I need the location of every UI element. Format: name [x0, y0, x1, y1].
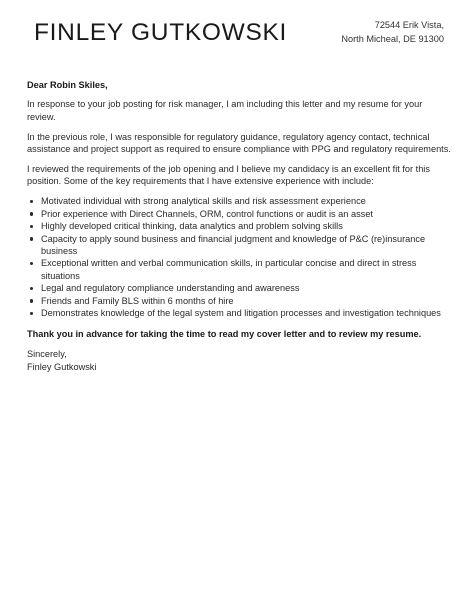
- list-item-text: Prior experience with Direct Channels, ORM, control functions or audit is an asset: [41, 208, 373, 219]
- bullet-icon: [30, 287, 33, 290]
- signoff: Sincerely,: [27, 349, 67, 360]
- list-item: [27, 257, 451, 282]
- closing-statement: Thank you in advance for taking the time to read my cover letter and to review my resume.: [27, 329, 422, 340]
- address-line-2: North Micheal, DE 91300: [341, 34, 444, 44]
- requirements-paragraph: I reviewed the requirements of the job opening and I believe my candidacy is an excellent fit for this position. Some of the key requirements that I have extensive experience with include:: [27, 164, 430, 187]
- list-item: [27, 195, 451, 207]
- list-item: [27, 307, 451, 319]
- list-item: [27, 220, 451, 232]
- list-item-text: Legal and regulatory compliance understanding and awareness: [41, 283, 300, 294]
- bullet-icon: [30, 225, 33, 228]
- bullet-icon: [30, 262, 33, 265]
- list-item-text: Exceptional written and verbal communication skills, in particular concise and direct in stress situations: [41, 258, 417, 281]
- list-item-text: Friends and Family BLS within 6 months of hire: [41, 295, 234, 306]
- applicant-name: FINLEY GUTKOWSKI: [34, 19, 288, 46]
- list-item-text: Highly developed critical thinking, data analytics and problem solving skills: [41, 221, 343, 232]
- letter-header: [0, 0, 474, 60]
- bullet-icon: [30, 212, 33, 215]
- address-line-1: 72544 Erik Vista,: [374, 20, 444, 30]
- bullet-icon: [30, 237, 33, 240]
- intro-paragraph: In response to your job posting for risk manager, I am including this letter and my resume for your review.: [27, 99, 423, 122]
- qualifications-list: [27, 195, 451, 319]
- letter-body: [27, 79, 451, 373]
- applicant-address: [341, 18, 444, 46]
- list-item: [27, 282, 451, 294]
- list-item: [27, 295, 451, 307]
- bullet-icon: [30, 312, 33, 315]
- signature-name: Finley Gutkowski: [27, 361, 97, 372]
- experience-paragraph: In the previous role, I was responsible for regulatory guidance, regulatory agency contact, technical assistance and project support as required to ensure compliance with PPG and regulatory requirements.: [27, 131, 451, 155]
- salutation: Dear Robin Skiles,: [27, 80, 108, 90]
- bullet-icon: [30, 200, 33, 203]
- bullet-icon: [30, 299, 33, 302]
- list-item-text: Demonstrates knowledge of the legal system and litigation processes and investigation techniques: [41, 308, 441, 318]
- list-item-text: Motivated individual with strong analytical skills and risk assessment experience: [41, 196, 366, 207]
- list-item: [27, 208, 451, 220]
- list-item: [27, 233, 451, 258]
- list-item-text: Capacity to apply sound business and financial judgment and knowledge of P&C (re)insurance business: [41, 233, 426, 256]
